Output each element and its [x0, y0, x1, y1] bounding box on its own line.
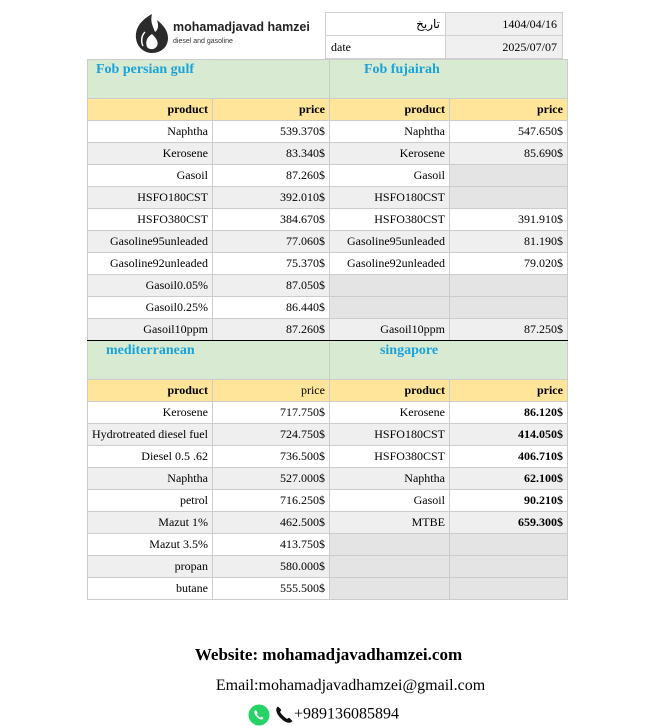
price-cell: 86.440$ [212, 297, 329, 319]
table-row [88, 121, 568, 143]
date-row-gregorian [326, 36, 563, 59]
website-line: Website: mohamadjavadhamzei.com [194, 645, 463, 664]
product-cell: Kerosene [88, 143, 213, 165]
price-header: price [212, 380, 329, 402]
price-cell: 580.000$ [212, 556, 329, 578]
region-row-1 [88, 60, 568, 99]
table-row [88, 143, 568, 165]
product-cell: Naphtha [329, 468, 449, 490]
section-1-body [88, 121, 568, 341]
product-cell: MTBE [329, 512, 449, 534]
price-cell: 87.050$ [212, 275, 329, 297]
price-header: price [449, 380, 567, 402]
product-cell: Gasoil [88, 165, 213, 187]
region-fujairah: Fob fujairah [329, 60, 567, 99]
price-cell: 406.710$ [449, 446, 567, 468]
phone-icon [274, 705, 294, 725]
price-cell: 87.250$ [449, 319, 567, 341]
price-cell [449, 534, 567, 556]
table-row [88, 165, 568, 187]
table-row [88, 275, 568, 297]
price-cell: 413.750$ [212, 534, 329, 556]
product-cell [329, 297, 449, 319]
price-cell: 384.670$ [212, 209, 329, 231]
product-cell: Gasoil0.25% [88, 297, 213, 319]
product-header: product [88, 99, 213, 121]
product-cell: Gasoline95unleaded [88, 231, 213, 253]
price-cell: 75.370$ [212, 253, 329, 275]
price-cell [449, 556, 567, 578]
product-cell: Gasoil0.05% [88, 275, 213, 297]
product-cell: Mazut 3.5% [88, 534, 213, 556]
phone-number: +989136085894 [293, 705, 400, 723]
product-cell: Gasoil [329, 490, 449, 512]
whatsapp-icon [248, 704, 270, 726]
brand-tagline: diesel and gasoline [173, 38, 233, 45]
product-cell: butane [88, 578, 213, 600]
table-row [88, 297, 568, 319]
table-row [88, 209, 568, 231]
product-cell: Gasoline92unleaded [329, 253, 449, 275]
price-cell: 462.500$ [212, 512, 329, 534]
product-header: product [329, 99, 449, 121]
column-header-row [88, 380, 568, 402]
product-cell: Kerosene [329, 402, 449, 424]
price-cell: 414.050$ [449, 424, 567, 446]
product-header: product [329, 380, 449, 402]
product-cell: Gasoline95unleaded [329, 231, 449, 253]
price-cell: 391.910$ [449, 209, 567, 231]
product-header: product [88, 380, 213, 402]
date-label: تاریخ [326, 13, 446, 36]
price-cell [449, 187, 567, 209]
product-cell: petrol [88, 490, 213, 512]
table-row [88, 253, 568, 275]
product-cell: Naphtha [329, 121, 449, 143]
price-cell: 392.010$ [212, 187, 329, 209]
table-row [88, 490, 568, 512]
product-cell: HSFO380CST [329, 446, 449, 468]
column-header-row [88, 99, 568, 121]
product-cell: Kerosene [329, 143, 449, 165]
price-cell [449, 578, 567, 600]
date-value: 1404/04/16 [446, 13, 563, 36]
table-row [88, 556, 568, 578]
price-cell [449, 165, 567, 187]
product-cell: Naphtha [88, 468, 213, 490]
table-row [88, 468, 568, 490]
price-header: price [449, 99, 567, 121]
price-cell: 547.650$ [449, 121, 567, 143]
table-row [88, 534, 568, 556]
product-cell: Gasoil10ppm [329, 319, 449, 341]
product-cell [329, 275, 449, 297]
date-box [325, 12, 563, 59]
price-cell: 724.750$ [212, 424, 329, 446]
product-cell: HSFO180CST [329, 187, 449, 209]
price-cell: 83.340$ [212, 143, 329, 165]
email-line: Email:mohamadjavadhamzei@gmail.com [215, 677, 486, 694]
region-mediterranean: mediterranean [88, 341, 330, 380]
table-row [88, 319, 568, 341]
product-cell: HSFO380CST [88, 209, 213, 231]
section-2-body [88, 402, 568, 600]
product-cell: HSFO180CST [329, 424, 449, 446]
brand-name: mohamadjavad hamzei [173, 20, 310, 34]
brand-logo-icon [133, 12, 171, 54]
region-singapore: singapore [329, 341, 567, 380]
price-cell: 527.000$ [212, 468, 329, 490]
product-cell: Gasoil [329, 165, 449, 187]
price-cell: 81.190$ [449, 231, 567, 253]
date-value: 2025/07/07 [446, 36, 563, 59]
product-cell: Naphtha [88, 121, 213, 143]
region-row-2 [88, 341, 568, 380]
table-row [88, 402, 568, 424]
table-row [88, 578, 568, 600]
price-cell: 555.500$ [212, 578, 329, 600]
table-row [88, 512, 568, 534]
table-row [88, 231, 568, 253]
price-cell: 87.260$ [212, 319, 329, 341]
price-cell: 736.500$ [212, 446, 329, 468]
region-persian-gulf: Fob persian gulf [88, 60, 330, 99]
product-cell: Mazut 1% [88, 512, 213, 534]
product-cell [329, 556, 449, 578]
product-cell: Diesel 0.5 .62 [88, 446, 213, 468]
product-cell: HSFO380CST [329, 209, 449, 231]
product-cell [329, 534, 449, 556]
date-row-persian [326, 13, 563, 36]
table-row [88, 424, 568, 446]
price-cell: 86.120$ [449, 402, 567, 424]
brand-logo [133, 12, 310, 54]
price-cell: 659.300$ [449, 512, 567, 534]
price-cell: 716.250$ [212, 490, 329, 512]
price-cell: 85.690$ [449, 143, 567, 165]
product-cell: Gasoil10ppm [88, 319, 213, 341]
price-cell: 87.260$ [212, 165, 329, 187]
table-row [88, 446, 568, 468]
phone-line [0, 704, 657, 726]
product-cell [329, 578, 449, 600]
price-cell: 717.750$ [212, 402, 329, 424]
price-cell: 539.370$ [212, 121, 329, 143]
price-cell: 79.020$ [449, 253, 567, 275]
price-table [87, 59, 568, 600]
product-cell: Hydrotreated diesel fuel [88, 424, 213, 446]
price-cell: 62.100$ [449, 468, 567, 490]
price-cell [449, 297, 567, 319]
price-header: price [212, 99, 329, 121]
price-cell: 77.060$ [212, 231, 329, 253]
price-cell: 90.210$ [449, 490, 567, 512]
date-label: date [326, 36, 446, 59]
product-cell: Kerosene [88, 402, 213, 424]
table-row [88, 187, 568, 209]
price-cell [449, 275, 567, 297]
product-cell: HSFO180CST [88, 187, 213, 209]
product-cell: Gasoline92unleaded [88, 253, 213, 275]
product-cell: propan [88, 556, 213, 578]
